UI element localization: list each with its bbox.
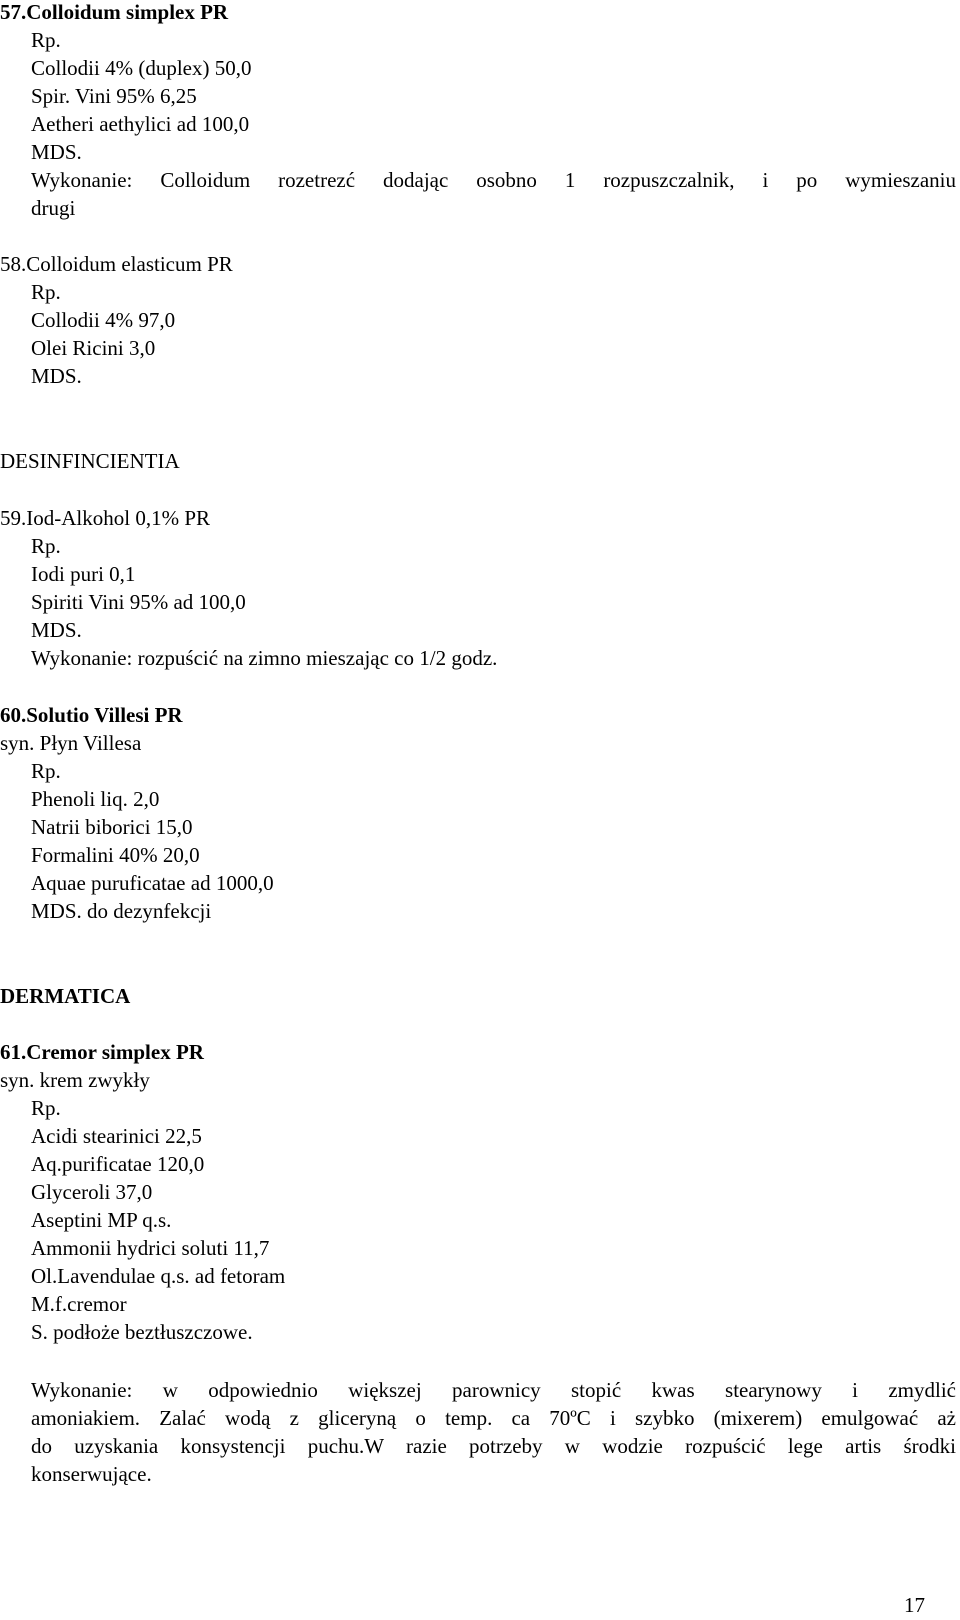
recipe-57-line: Rp. <box>31 28 61 52</box>
recipe-60-title: 60.Solutio Villesi PR <box>0 703 183 727</box>
section-heading: DESINFINCIENTIA <box>0 449 180 473</box>
section-heading: DERMATICA <box>0 984 131 1008</box>
recipe-61-line: Aq.purificatae 120,0 <box>31 1152 205 1176</box>
recipe-57-line: Aetheri aethylici ad 100,0 <box>31 112 250 136</box>
recipe-61-line: Acidi stearinici 22,5 <box>31 1124 202 1148</box>
recipe-60-line: MDS. do dezynfekcji <box>31 899 212 923</box>
recipe-61-title: 61.Cremor simplex PR <box>0 1040 204 1064</box>
recipe-60-line: Natrii biborici 15,0 <box>31 815 193 839</box>
recipe-61-wykonanie-line: konserwujące. <box>31 1462 152 1486</box>
recipe-58-line: Rp. <box>31 280 61 304</box>
recipe-58-line: Olei Ricini 3,0 <box>31 336 156 360</box>
recipe-59-line: Rp. <box>31 534 61 558</box>
recipe-57-line: MDS. <box>31 140 82 164</box>
recipe-61-line: Glyceroli 37,0 <box>31 1180 153 1204</box>
recipe-61-wykonanie-line: do uzyskania konsystencji puchu.W razie potrzeby w wodzie rozpuścić lege artis środki <box>31 1434 956 1458</box>
recipe-60-line: Aquae puruficatae ad 1000,0 <box>31 871 274 895</box>
recipe-61-line: Ammonii hydrici soluti 11,7 <box>31 1236 270 1260</box>
recipe-59-line: Wykonanie: rozpuścić na zimno mieszając co 1/2 godz. <box>31 646 498 670</box>
recipe-57-line: Spir. Vini 95% 6,25 <box>31 84 197 108</box>
recipe-61-wykonanie-line: Wykonanie: w odpowiednio większej parownicy stopić kwas stearynowy i zmydlić <box>31 1378 956 1402</box>
recipe-61-line: Rp. <box>31 1096 61 1120</box>
page-number: 17 <box>904 1593 925 1617</box>
recipe-57-line: Collodii 4% (duplex) 50,0 <box>31 56 252 80</box>
recipe-61-line: S. podłoże beztłuszczowe. <box>31 1320 253 1344</box>
recipe-61-synonym: syn. krem zwykły <box>0 1068 150 1092</box>
recipe-57-title: 57.Colloidum simplex PR <box>0 0 229 24</box>
recipe-59-line: Iodi puri 0,1 <box>31 562 136 586</box>
recipe-59-title: 59.Iod-Alkohol 0,1% PR <box>0 506 210 530</box>
recipe-58-line: MDS. <box>31 364 82 388</box>
recipe-58-title: 58.Colloidum elasticum PR <box>0 252 233 276</box>
recipe-61-wykonanie-line: amoniakiem. Zalać wodą z gliceryną o temp. ca 70ºC i szybko (mixerem) emulgować aż <box>31 1406 956 1430</box>
recipe-60-line: Phenoli liq. 2,0 <box>31 787 160 811</box>
recipe-59-line: Spiriti Vini 95% ad 100,0 <box>31 590 246 614</box>
recipe-61-line: M.f.cremor <box>31 1292 127 1316</box>
recipe-61-line: Ol.Lavendulae q.s. ad fetoram <box>31 1264 286 1288</box>
recipe-61-line: Aseptini MP q.s. <box>31 1208 172 1232</box>
recipe-57-wykonanie-line: drugi <box>31 196 76 220</box>
recipe-60-line: Formalini 40% 20,0 <box>31 843 200 867</box>
recipe-60-line: Rp. <box>31 759 61 783</box>
recipe-58-line: Collodii 4% 97,0 <box>31 308 176 332</box>
recipe-59-line: MDS. <box>31 618 82 642</box>
recipe-57-wykonanie-line: Wykonanie: Colloidum rozetrezć dodając osobno 1 rozpuszczalnik, i po wymieszaniu <box>31 168 956 192</box>
recipe-60-synonym: syn. Płyn Villesa <box>0 731 142 755</box>
